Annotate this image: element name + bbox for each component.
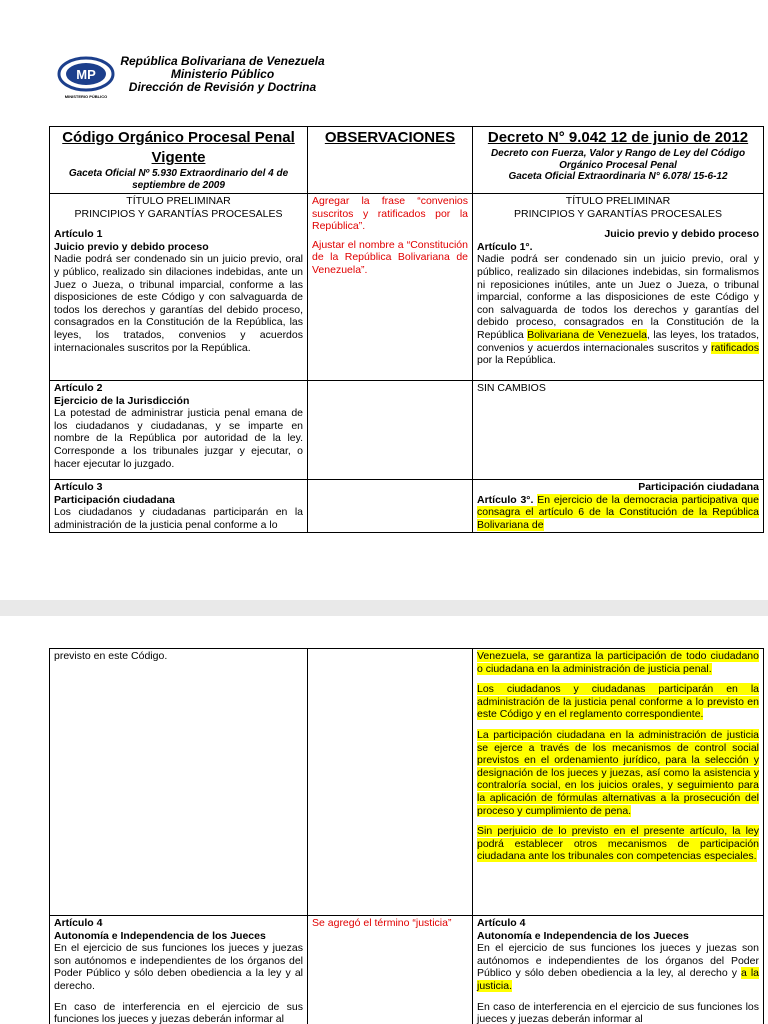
table-row-article-2 [50,381,764,480]
highlight-ratificados: ratificados [711,341,759,354]
right-article-1-heading: Juicio previo y debido proceso [604,228,759,241]
sin-cambios-text: SIN CAMBIOS [477,382,546,394]
observations-article-1 [308,194,473,381]
observations-article-4 [308,916,473,1024]
header-line-1: República Bolivariana de Venezuela [120,54,325,68]
right-article-3-heading: Participación ciudadana [638,481,759,493]
table-row-article-4 [50,916,764,1024]
left-article-2-number: Artículo 2 [54,382,103,394]
right-article-1-number: Artículo 1°. [477,240,533,253]
observation-1: Agregar la frase “convenios suscritos y ratificados por la República”. [312,195,468,233]
col1-title: Código Orgánico Procesal Penal Vigente [62,129,295,166]
highlight-justicia: a la justicia. [477,967,759,992]
highlight-article-3: En ejercicio de la democracia participativa que consagra el artículo 6 de la Constitución de la República Bolivariana de [477,493,759,531]
left-article-1-number: Artículo 1 [54,228,103,241]
left-article-2-heading: Ejercicio de la Jurisdicción [54,394,190,407]
col3-subtitle: Decreto con Fuerza, Valor y Rango de Ley del Código Orgánico Procesal Penal [490,148,746,171]
left-titulo-preliminar: TÍTULO PRELIMINAR [126,195,231,207]
right-principios-title: PRINCIPIOS Y GARANTÍAS PROCESALES [514,207,722,220]
header-line-3: Dirección de Revisión y Doctrina [128,80,317,94]
decreto-article-3 [473,480,764,533]
observations-article-2 [308,381,473,480]
decreto-article-2 [473,381,764,480]
logo-subtext: MINISTERIO PÚBLICO [64,94,108,99]
highlight-bolivariana: Bolivariana de Venezuela [527,328,647,341]
observations-article-3-continued [308,649,473,916]
left-article-1-heading: Juicio previo y debido proceso [54,240,209,253]
right-article-3-paragraph-2: Los ciudadanos y ciudadanas participarán en la administración de la justicia penal conforme a lo previsto en este Código y en el reglamento correspondiente. [477,683,759,721]
left-article-4-heading: Autonomía e Independencia de los Jueces [54,929,266,942]
right-article-4-number: Artículo 4 [477,917,526,929]
right-article-3-paragraph-4: Sin perjuicio de lo previsto en el presente artículo, la ley podrá establecer otros mecanismos de participación ciudadana ante los tribunales con competencias especiales. [477,825,759,863]
left-principios-title: PRINCIPIOS Y GARANTÍAS PROCESALES [74,207,283,220]
left-article-3-body: Los ciudadanos y ciudadanas participarán en la administración de la justicia penal conforme a lo [54,506,303,531]
right-article-4-body: En el ejercicio de sus funciones los jueces y juezas son autónomos e independientes de los órganos del Poder Público y sólo deben obediencia a la ley, al derecho y a la justicia. [477,942,759,992]
left-article-2-body: La potestad de administrar justicia penal emana de los ciudadanos y ciudadanas, y se imparte en nombre de la República por autoridad de la ley. Corresponde a los tribunales juzgar y ejecutar, o hacer ejecutar lo juzgado. [54,407,303,470]
observations-article-3 [308,480,473,533]
right-article-3-body [477,494,759,532]
header-cell-observaciones [308,127,473,194]
right-article-4-body-2: En caso de interferencia en el ejercicio de sus funciones los jueces y juezas deberán informar al [477,1000,759,1024]
col1-gazette: Gaceta Oficial Nº 5.930 Extraordinario del 4 de septiembre de 2009 [68,168,289,191]
header-line-2: Ministerio Público [170,67,275,81]
document-page-2 [0,616,768,1024]
right-article-3-number: Artículo 3°. [477,493,534,506]
decreto-article-1 [473,194,764,381]
vigente-article-2 [50,381,308,480]
logo-text: MP [76,67,96,82]
ministerio-publico-logo [56,54,116,102]
right-article-1-body: Nadie podrá ser condenado sin un juicio previo, oral y público, realizado sin dilaciones indebidas, sin formalismos ni reposiciones inútiles, ante un Juez o Jueza, o tribunal imparcial, conforme a las disposiciones de este Código y con salvaguarda de todos los derechos y garantías del debido proceso, consagrados en la Constitución de la República Bolivariana de Venezuela, las leyes, los tratados, convenios y acuerdos internacionales suscritos y ratificados por la República. [477,253,759,367]
left-article-3-heading: Participación ciudadana [54,493,175,506]
observation-2: Ajustar el nombre a “Constitución de la República Bolivariana de Venezuela”. [312,238,468,276]
vigente-article-3-continued [50,649,308,916]
col3-gazette: Gaceta Oficial Extraordinaria N° 6.078/ 15-6-12 [508,171,728,182]
decreto-article-4 [473,916,764,1024]
left-article-3-continued-body: previsto en este Código. [54,650,168,662]
right-article-4-heading: Autonomía e Independencia de los Jueces [477,929,689,942]
comparison-table-continued [49,648,764,1024]
col3-title: Decreto N° 9.042 12 de junio de 2012 [487,129,749,146]
left-article-4-body-2: En caso de interferencia en el ejercicio de sus funciones los jueces y juezas deberán informar al [54,1000,303,1024]
left-article-4-body: En el ejercicio de sus funciones los jueces y juezas son autónomos e independientes de los órganos del Poder Público y sólo deben obediencia a la ley y al derecho. [54,942,303,992]
table-row-article-3 [50,480,764,533]
left-article-1-body: Nadie podrá ser condenado sin un juicio previo, oral y público, realizado sin dilaciones indebidas, ante un Juez o Jueza, o tribunal imparcial, conforme a las disposiciones de este Código y con salvaguarda de todos los derechos y garantías del debido proceso, consagrados en la Constitución de la República, las leyes, los tratados, convenios y acuerdos internacionales suscritos por la República. [54,253,303,354]
comparison-table [49,126,764,533]
left-article-4-number: Artículo 4 [54,917,103,929]
decreto-article-3-continued [473,649,764,916]
left-article-3-number: Artículo 3 [54,481,103,493]
right-titulo-preliminar: TÍTULO PRELIMINAR [565,195,671,207]
header-cell-vigente [50,127,308,194]
table-row-article-1 [50,194,764,381]
col2-title: OBSERVACIONES [324,129,456,146]
observation-article-4: Se agregó el término “justicia” [312,917,452,929]
table-row-article-3-continued [50,649,764,916]
vigente-article-3 [50,480,308,533]
right-article-3-paragraph-3: La participación ciudadana en la administración de justicia se ejerce a través de los mecanismos de control social previstos en el ordenamiento jurídico, para la selección y designación de los jueces y juezas, así como la asistencia y contraloría social, en los juicios orales, y seguimiento para la aplicación de fórmulas alternativas a la prosecución del proceso y cumplimiento de pena. [477,728,759,817]
vigente-article-1 [50,194,308,381]
right-article-3-paragraph-1: Venezuela, se garantiza la participación de todo ciudadano o ciudadana en la administración de justicia penal. [477,650,759,675]
table-header-row [50,127,764,194]
document-header [120,55,325,94]
vigente-article-4 [50,916,308,1024]
header-cell-decreto [473,127,764,194]
